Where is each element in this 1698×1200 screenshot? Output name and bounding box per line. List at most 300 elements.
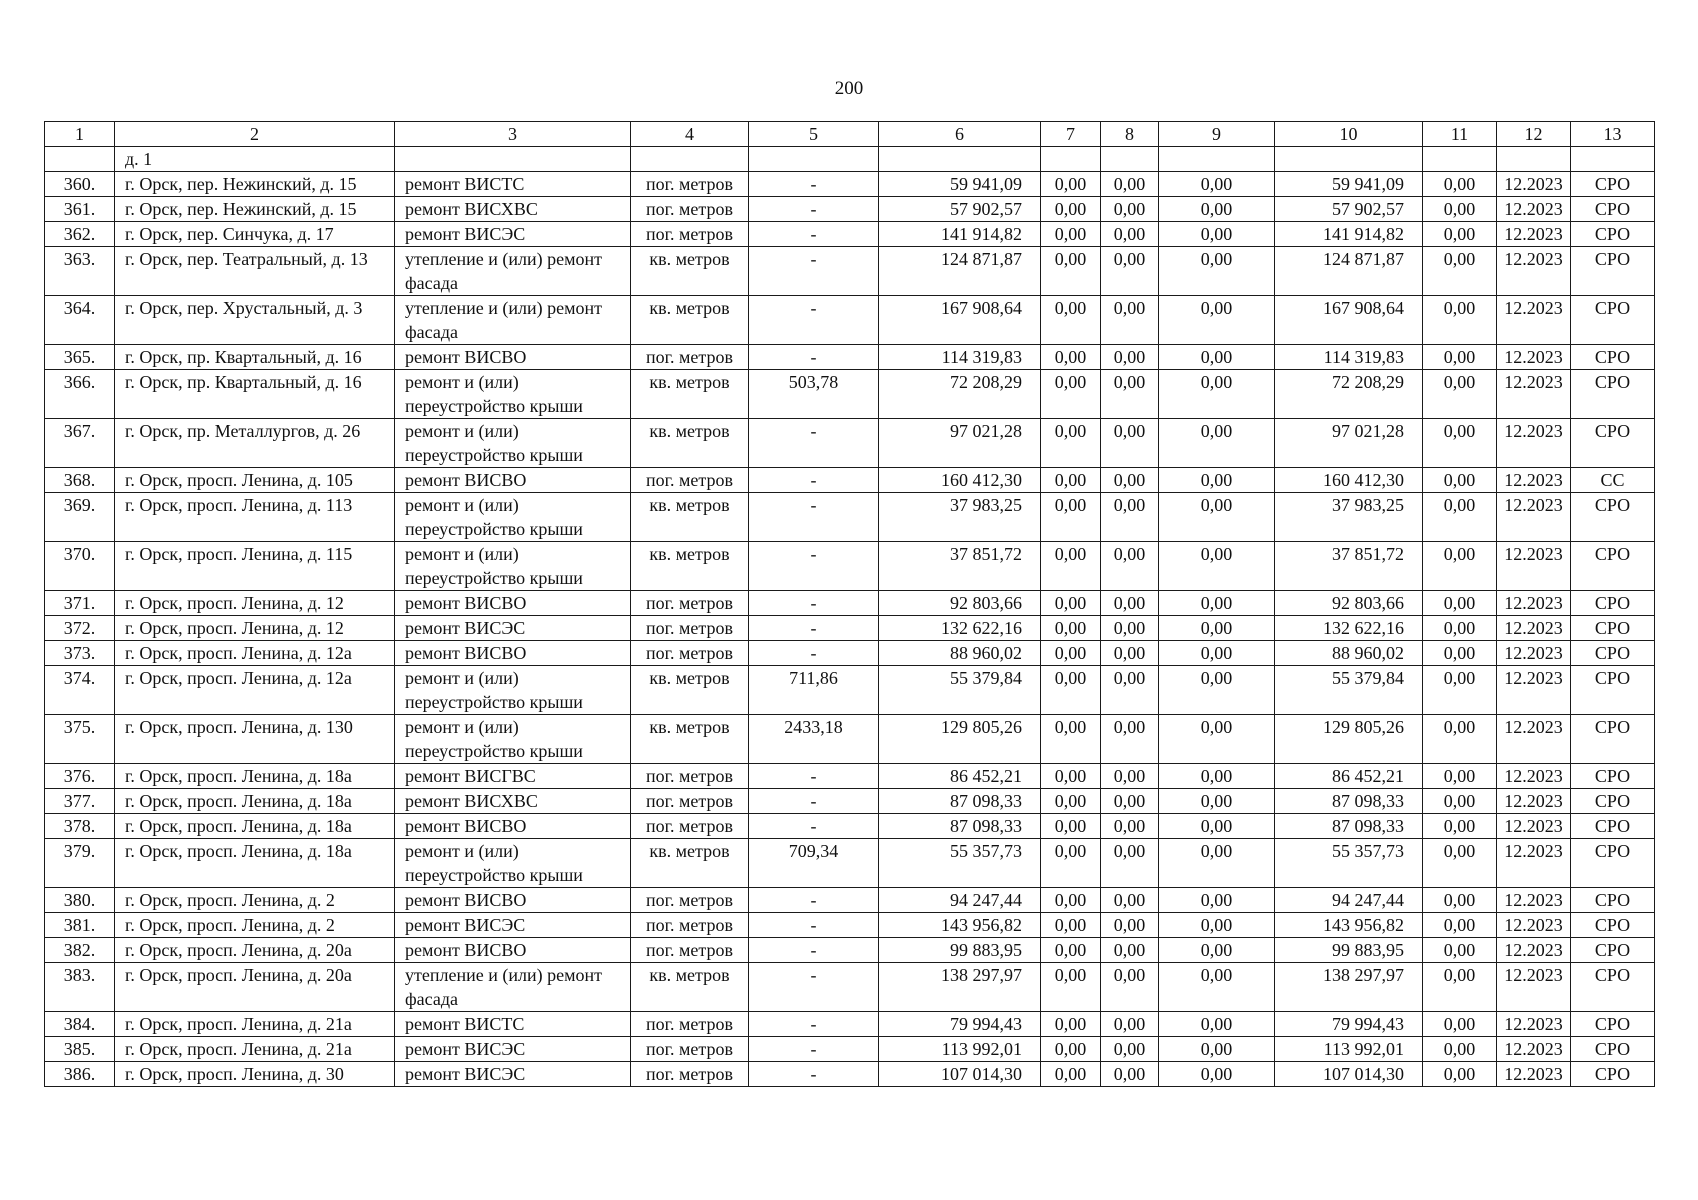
table-row [45, 616, 1655, 641]
repair-schedule-table [44, 121, 1655, 1087]
cost-total-cell: 87 098,33 [879, 789, 1041, 814]
quantity-cell: 503,78 [749, 370, 879, 419]
table-row [45, 814, 1655, 839]
cost-col10-cell: 160 412,30 [1275, 468, 1423, 493]
continuation-row [45, 147, 1655, 172]
method-cell: СРО [1571, 641, 1655, 666]
table-row [45, 419, 1655, 468]
method-cell: СРО [1571, 493, 1655, 542]
cost-col9-cell: 0,00 [1159, 197, 1275, 222]
deadline-cell: 12.2023 [1497, 542, 1571, 591]
cost-col11-cell: 0,00 [1423, 468, 1497, 493]
work-type-cell: ремонт и (или) переустройство крыши [395, 370, 631, 419]
method-cell: СРО [1571, 666, 1655, 715]
deadline-cell: 12.2023 [1497, 370, 1571, 419]
method-cell: СРО [1571, 370, 1655, 419]
work-type-cell: ремонт ВИСВО [395, 641, 631, 666]
address-cell: г. Орск, просп. Ленина, д. 18а [115, 814, 395, 839]
method-cell: СРО [1571, 888, 1655, 913]
cost-col9-cell: 0,00 [1159, 247, 1275, 296]
cost-col10-cell: 37 983,25 [1275, 493, 1423, 542]
cost-col9-cell: 0,00 [1159, 493, 1275, 542]
cost-total-cell: 143 956,82 [879, 913, 1041, 938]
quantity-cell: - [749, 641, 879, 666]
cost-col11-cell: 0,00 [1423, 789, 1497, 814]
address-cell: г. Орск, просп. Ленина, д. 20а [115, 963, 395, 1012]
table-row [45, 493, 1655, 542]
row-number-cell: 370. [45, 542, 115, 591]
cost-total-cell: 57 902,57 [879, 197, 1041, 222]
quantity-cell: - [749, 764, 879, 789]
unit-cell: пог. метров [631, 1037, 749, 1062]
method-cell: СРО [1571, 222, 1655, 247]
cost-total-cell: 167 908,64 [879, 296, 1041, 345]
deadline-cell: 12.2023 [1497, 963, 1571, 1012]
cost-col9-cell: 0,00 [1159, 641, 1275, 666]
quantity-cell: - [749, 938, 879, 963]
work-type-cell: утепление и (или) ремонт фасада [395, 963, 631, 1012]
work-type-cell: ремонт ВИСХВС [395, 197, 631, 222]
row-number-cell: 380. [45, 888, 115, 913]
cost-col10-cell: 113 992,01 [1275, 1037, 1423, 1062]
column-header: 2 [115, 122, 395, 147]
deadline-cell: 12.2023 [1497, 222, 1571, 247]
table-row [45, 468, 1655, 493]
cost-col8-cell: 0,00 [1101, 370, 1159, 419]
deadline-cell: 12.2023 [1497, 468, 1571, 493]
work-type-cell: ремонт ВИСХВС [395, 789, 631, 814]
address-cell: г. Орск, просп. Ленина, д. 30 [115, 1062, 395, 1087]
cost-col10-cell: 94 247,44 [1275, 888, 1423, 913]
row-number-cell: 377. [45, 789, 115, 814]
cost-col7-cell: 0,00 [1041, 888, 1101, 913]
quantity-cell: - [749, 172, 879, 197]
work-type-cell: ремонт ВИСТС [395, 1012, 631, 1037]
cost-col8-cell: 0,00 [1101, 1012, 1159, 1037]
unit-cell: пог. метров [631, 764, 749, 789]
cost-col8-cell: 0,00 [1101, 839, 1159, 888]
address-cell: г. Орск, просп. Ленина, д. 21а [115, 1037, 395, 1062]
quantity-cell: - [749, 963, 879, 1012]
cost-col11-cell: 0,00 [1423, 345, 1497, 370]
cost-col7-cell: 0,00 [1041, 542, 1101, 591]
deadline-cell: 12.2023 [1497, 345, 1571, 370]
row-number-cell: 375. [45, 715, 115, 764]
cost-col8-cell: 0,00 [1101, 641, 1159, 666]
row-number-cell: 369. [45, 493, 115, 542]
method-cell: СРО [1571, 789, 1655, 814]
cost-total-cell: 97 021,28 [879, 419, 1041, 468]
cost-col8-cell: 0,00 [1101, 542, 1159, 591]
table-row [45, 172, 1655, 197]
work-type-cell: ремонт ВИСГВС [395, 764, 631, 789]
method-cell: СРО [1571, 197, 1655, 222]
quantity-cell: - [749, 888, 879, 913]
cost-col7-cell: 0,00 [1041, 172, 1101, 197]
column-header: 10 [1275, 122, 1423, 147]
cost-col11-cell: 0,00 [1423, 764, 1497, 789]
cost-col9-cell: 0,00 [1159, 913, 1275, 938]
table-row [45, 370, 1655, 419]
cost-total-cell: 86 452,21 [879, 764, 1041, 789]
unit-cell: пог. метров [631, 172, 749, 197]
cost-col11-cell: 0,00 [1423, 938, 1497, 963]
column-header: 5 [749, 122, 879, 147]
cost-total-cell: 72 208,29 [879, 370, 1041, 419]
cost-total-cell: 138 297,97 [879, 963, 1041, 1012]
method-cell: СРО [1571, 616, 1655, 641]
cost-col9-cell: 0,00 [1159, 1037, 1275, 1062]
cost-total-cell: 37 983,25 [879, 493, 1041, 542]
cost-col9-cell: 0,00 [1159, 296, 1275, 345]
quantity-cell: - [749, 197, 879, 222]
quantity-cell: - [749, 296, 879, 345]
table-row [45, 247, 1655, 296]
cost-col10-cell: 88 960,02 [1275, 641, 1423, 666]
address-cell: г. Орск, просп. Ленина, д. 18а [115, 839, 395, 888]
cost-total-cell: 107 014,30 [879, 1062, 1041, 1087]
work-type-cell: утепление и (или) ремонт фасада [395, 296, 631, 345]
cost-total-cell: 55 379,84 [879, 666, 1041, 715]
unit-cell: кв. метров [631, 247, 749, 296]
column-header: 1 [45, 122, 115, 147]
cost-col7-cell: 0,00 [1041, 1037, 1101, 1062]
cost-col11-cell: 0,00 [1423, 888, 1497, 913]
quantity-cell: - [749, 789, 879, 814]
cost-total-cell: 79 994,43 [879, 1012, 1041, 1037]
row-number-cell: 367. [45, 419, 115, 468]
quantity-cell: - [749, 247, 879, 296]
cost-col10-cell: 87 098,33 [1275, 789, 1423, 814]
deadline-cell: 12.2023 [1497, 591, 1571, 616]
work-type-cell: ремонт ВИСЭС [395, 913, 631, 938]
cost-col11-cell: 0,00 [1423, 814, 1497, 839]
cost-col8-cell: 0,00 [1101, 789, 1159, 814]
table-row [45, 345, 1655, 370]
cost-col11-cell: 0,00 [1423, 666, 1497, 715]
cost-col8-cell: 0,00 [1101, 419, 1159, 468]
row-number-cell: 362. [45, 222, 115, 247]
cost-col9-cell: 0,00 [1159, 591, 1275, 616]
cost-total-cell: 132 622,16 [879, 616, 1041, 641]
cost-col9-cell: 0,00 [1159, 1062, 1275, 1087]
address-cell: г. Орск, пер. Театральный, д. 13 [115, 247, 395, 296]
cost-col9-cell: 0,00 [1159, 370, 1275, 419]
column-header: 7 [1041, 122, 1101, 147]
cost-total-cell: 94 247,44 [879, 888, 1041, 913]
cost-col8-cell: 0,00 [1101, 963, 1159, 1012]
row-number-cell: 378. [45, 814, 115, 839]
address-cell: г. Орск, пер. Нежинский, д. 15 [115, 197, 395, 222]
cost-col11-cell: 0,00 [1423, 493, 1497, 542]
continuation-cell: д. 1 [115, 147, 395, 172]
cost-total-cell: 129 805,26 [879, 715, 1041, 764]
address-cell: г. Орск, просп. Ленина, д. 113 [115, 493, 395, 542]
cost-total-cell: 114 319,83 [879, 345, 1041, 370]
row-number-cell: 363. [45, 247, 115, 296]
cost-col8-cell: 0,00 [1101, 296, 1159, 345]
cost-col10-cell: 72 208,29 [1275, 370, 1423, 419]
cost-col10-cell: 55 357,73 [1275, 839, 1423, 888]
cost-total-cell: 141 914,82 [879, 222, 1041, 247]
quantity-cell: 2433,18 [749, 715, 879, 764]
cost-col10-cell: 138 297,97 [1275, 963, 1423, 1012]
row-number-cell: 372. [45, 616, 115, 641]
table-row [45, 222, 1655, 247]
cost-col11-cell: 0,00 [1423, 1037, 1497, 1062]
address-cell: г. Орск, просп. Ленина, д. 20а [115, 938, 395, 963]
method-cell: СРО [1571, 591, 1655, 616]
cost-col7-cell: 0,00 [1041, 222, 1101, 247]
cost-col9-cell: 0,00 [1159, 666, 1275, 715]
deadline-cell: 12.2023 [1497, 789, 1571, 814]
deadline-cell: 12.2023 [1497, 616, 1571, 641]
deadline-cell: 12.2023 [1497, 888, 1571, 913]
quantity-cell: - [749, 419, 879, 468]
unit-cell: пог. метров [631, 888, 749, 913]
cost-col10-cell: 57 902,57 [1275, 197, 1423, 222]
table-row [45, 591, 1655, 616]
table-row [45, 888, 1655, 913]
cost-col11-cell: 0,00 [1423, 963, 1497, 1012]
method-cell: СРО [1571, 542, 1655, 591]
method-cell: СРО [1571, 938, 1655, 963]
table-row [45, 666, 1655, 715]
cost-col11-cell: 0,00 [1423, 542, 1497, 591]
method-cell: СРО [1571, 296, 1655, 345]
cost-col10-cell: 92 803,66 [1275, 591, 1423, 616]
quantity-cell: - [749, 222, 879, 247]
unit-cell: кв. метров [631, 666, 749, 715]
table-row [45, 296, 1655, 345]
cost-col8-cell: 0,00 [1101, 1062, 1159, 1087]
cost-col11-cell: 0,00 [1423, 1062, 1497, 1087]
cost-total-cell: 92 803,66 [879, 591, 1041, 616]
cost-total-cell: 99 883,95 [879, 938, 1041, 963]
address-cell: г. Орск, просп. Ленина, д. 12а [115, 666, 395, 715]
row-number-cell: 383. [45, 963, 115, 1012]
unit-cell: кв. метров [631, 839, 749, 888]
address-cell: г. Орск, просп. Ленина, д. 18а [115, 789, 395, 814]
address-cell: г. Орск, пр. Квартальный, д. 16 [115, 345, 395, 370]
deadline-cell: 12.2023 [1497, 913, 1571, 938]
unit-cell: кв. метров [631, 296, 749, 345]
cost-col11-cell: 0,00 [1423, 197, 1497, 222]
row-number-cell: 368. [45, 468, 115, 493]
cost-col8-cell: 0,00 [1101, 814, 1159, 839]
work-type-cell: утепление и (или) ремонт фасада [395, 247, 631, 296]
address-cell: г. Орск, просп. Ленина, д. 2 [115, 888, 395, 913]
cost-col8-cell: 0,00 [1101, 247, 1159, 296]
column-header: 8 [1101, 122, 1159, 147]
quantity-cell: - [749, 493, 879, 542]
table-row [45, 197, 1655, 222]
row-number-cell: 374. [45, 666, 115, 715]
work-type-cell: ремонт ВИСВО [395, 591, 631, 616]
method-cell: СРО [1571, 715, 1655, 764]
cost-col8-cell: 0,00 [1101, 172, 1159, 197]
method-cell: СРО [1571, 913, 1655, 938]
row-number-cell: 379. [45, 839, 115, 888]
cost-col7-cell: 0,00 [1041, 493, 1101, 542]
unit-cell: пог. метров [631, 345, 749, 370]
table-row [45, 938, 1655, 963]
column-header: 9 [1159, 122, 1275, 147]
address-cell: г. Орск, просп. Ленина, д. 12а [115, 641, 395, 666]
table-row [45, 963, 1655, 1012]
cost-col9-cell: 0,00 [1159, 814, 1275, 839]
cost-col10-cell: 129 805,26 [1275, 715, 1423, 764]
deadline-cell: 12.2023 [1497, 1062, 1571, 1087]
cost-col9-cell: 0,00 [1159, 715, 1275, 764]
cost-col7-cell: 0,00 [1041, 616, 1101, 641]
unit-cell: пог. метров [631, 1012, 749, 1037]
cost-col7-cell: 0,00 [1041, 938, 1101, 963]
cost-col9-cell: 0,00 [1159, 888, 1275, 913]
cost-col11-cell: 0,00 [1423, 419, 1497, 468]
cost-col10-cell: 114 319,83 [1275, 345, 1423, 370]
cost-col7-cell: 0,00 [1041, 1062, 1101, 1087]
cost-col9-cell: 0,00 [1159, 468, 1275, 493]
cost-col8-cell: 0,00 [1101, 764, 1159, 789]
work-type-cell: ремонт и (или) переустройство крыши [395, 839, 631, 888]
unit-cell: пог. метров [631, 1062, 749, 1087]
deadline-cell: 12.2023 [1497, 1037, 1571, 1062]
unit-cell: пог. метров [631, 616, 749, 641]
address-cell: г. Орск, просп. Ленина, д. 105 [115, 468, 395, 493]
cost-col11-cell: 0,00 [1423, 296, 1497, 345]
cost-col9-cell: 0,00 [1159, 419, 1275, 468]
deadline-cell: 12.2023 [1497, 1012, 1571, 1037]
cost-col7-cell: 0,00 [1041, 591, 1101, 616]
quantity-cell: 711,86 [749, 666, 879, 715]
unit-cell: пог. метров [631, 789, 749, 814]
work-type-cell: ремонт ВИСЭС [395, 616, 631, 641]
method-cell: СРО [1571, 419, 1655, 468]
row-number-cell: 360. [45, 172, 115, 197]
row-number-cell: 384. [45, 1012, 115, 1037]
cost-total-cell: 55 357,73 [879, 839, 1041, 888]
unit-cell: пог. метров [631, 222, 749, 247]
work-type-cell: ремонт ВИСЭС [395, 1037, 631, 1062]
column-header: 6 [879, 122, 1041, 147]
work-type-cell: ремонт ВИСЭС [395, 222, 631, 247]
cost-col10-cell: 143 956,82 [1275, 913, 1423, 938]
row-number-cell: 382. [45, 938, 115, 963]
cost-col10-cell: 55 379,84 [1275, 666, 1423, 715]
method-cell: СРО [1571, 1012, 1655, 1037]
deadline-cell: 12.2023 [1497, 715, 1571, 764]
address-cell: г. Орск, пер. Хрустальный, д. 3 [115, 296, 395, 345]
quantity-cell: - [749, 542, 879, 591]
cost-col7-cell: 0,00 [1041, 764, 1101, 789]
cost-col10-cell: 79 994,43 [1275, 1012, 1423, 1037]
table-row [45, 764, 1655, 789]
cost-col10-cell: 141 914,82 [1275, 222, 1423, 247]
work-type-cell: ремонт ВИСТС [395, 172, 631, 197]
cost-col7-cell: 0,00 [1041, 296, 1101, 345]
deadline-cell: 12.2023 [1497, 764, 1571, 789]
quantity-cell: - [749, 913, 879, 938]
cost-col9-cell: 0,00 [1159, 963, 1275, 1012]
column-header: 4 [631, 122, 749, 147]
cost-total-cell: 87 098,33 [879, 814, 1041, 839]
cost-col7-cell: 0,00 [1041, 789, 1101, 814]
work-type-cell: ремонт ВИСВО [395, 888, 631, 913]
deadline-cell: 12.2023 [1497, 493, 1571, 542]
cost-col11-cell: 0,00 [1423, 591, 1497, 616]
cost-col7-cell: 0,00 [1041, 468, 1101, 493]
cost-col9-cell: 0,00 [1159, 172, 1275, 197]
deadline-cell: 12.2023 [1497, 839, 1571, 888]
quantity-cell: - [749, 1012, 879, 1037]
cost-col10-cell: 37 851,72 [1275, 542, 1423, 591]
table-body [45, 147, 1655, 1087]
table-row [45, 542, 1655, 591]
quantity-cell: - [749, 1037, 879, 1062]
work-type-cell: ремонт и (или) переустройство крыши [395, 715, 631, 764]
quantity-cell: - [749, 1062, 879, 1087]
unit-cell: кв. метров [631, 542, 749, 591]
cost-col7-cell: 0,00 [1041, 641, 1101, 666]
method-cell: СРО [1571, 963, 1655, 1012]
quantity-cell: - [749, 591, 879, 616]
table-row [45, 1062, 1655, 1087]
cost-col10-cell: 167 908,64 [1275, 296, 1423, 345]
row-number-cell: 376. [45, 764, 115, 789]
work-type-cell: ремонт и (или) переустройство крыши [395, 666, 631, 715]
unit-cell: кв. метров [631, 715, 749, 764]
cost-col11-cell: 0,00 [1423, 172, 1497, 197]
address-cell: г. Орск, просп. Ленина, д. 18а [115, 764, 395, 789]
address-cell: г. Орск, пр. Квартальный, д. 16 [115, 370, 395, 419]
cost-col9-cell: 0,00 [1159, 1012, 1275, 1037]
cost-col11-cell: 0,00 [1423, 839, 1497, 888]
cost-col10-cell: 124 871,87 [1275, 247, 1423, 296]
column-header: 3 [395, 122, 631, 147]
cost-col8-cell: 0,00 [1101, 493, 1159, 542]
table-row [45, 1037, 1655, 1062]
cost-col7-cell: 0,00 [1041, 715, 1101, 764]
cost-col7-cell: 0,00 [1041, 839, 1101, 888]
cost-col8-cell: 0,00 [1101, 938, 1159, 963]
cost-col8-cell: 0,00 [1101, 222, 1159, 247]
cost-col10-cell: 107 014,30 [1275, 1062, 1423, 1087]
cost-col11-cell: 0,00 [1423, 247, 1497, 296]
cost-col9-cell: 0,00 [1159, 764, 1275, 789]
cost-col8-cell: 0,00 [1101, 913, 1159, 938]
row-number-cell: 365. [45, 345, 115, 370]
method-cell: СРО [1571, 345, 1655, 370]
quantity-cell: - [749, 814, 879, 839]
unit-cell: пог. метров [631, 938, 749, 963]
column-header: 11 [1423, 122, 1497, 147]
deadline-cell: 12.2023 [1497, 296, 1571, 345]
work-type-cell: ремонт и (или) переустройство крыши [395, 493, 631, 542]
cost-total-cell: 124 871,87 [879, 247, 1041, 296]
unit-cell: кв. метров [631, 419, 749, 468]
cost-col11-cell: 0,00 [1423, 641, 1497, 666]
cost-col9-cell: 0,00 [1159, 222, 1275, 247]
row-number-cell: 364. [45, 296, 115, 345]
cost-col8-cell: 0,00 [1101, 616, 1159, 641]
unit-cell: пог. метров [631, 814, 749, 839]
unit-cell: кв. метров [631, 370, 749, 419]
deadline-cell: 12.2023 [1497, 419, 1571, 468]
deadline-cell: 12.2023 [1497, 172, 1571, 197]
method-cell: СРО [1571, 247, 1655, 296]
method-cell: СРО [1571, 172, 1655, 197]
